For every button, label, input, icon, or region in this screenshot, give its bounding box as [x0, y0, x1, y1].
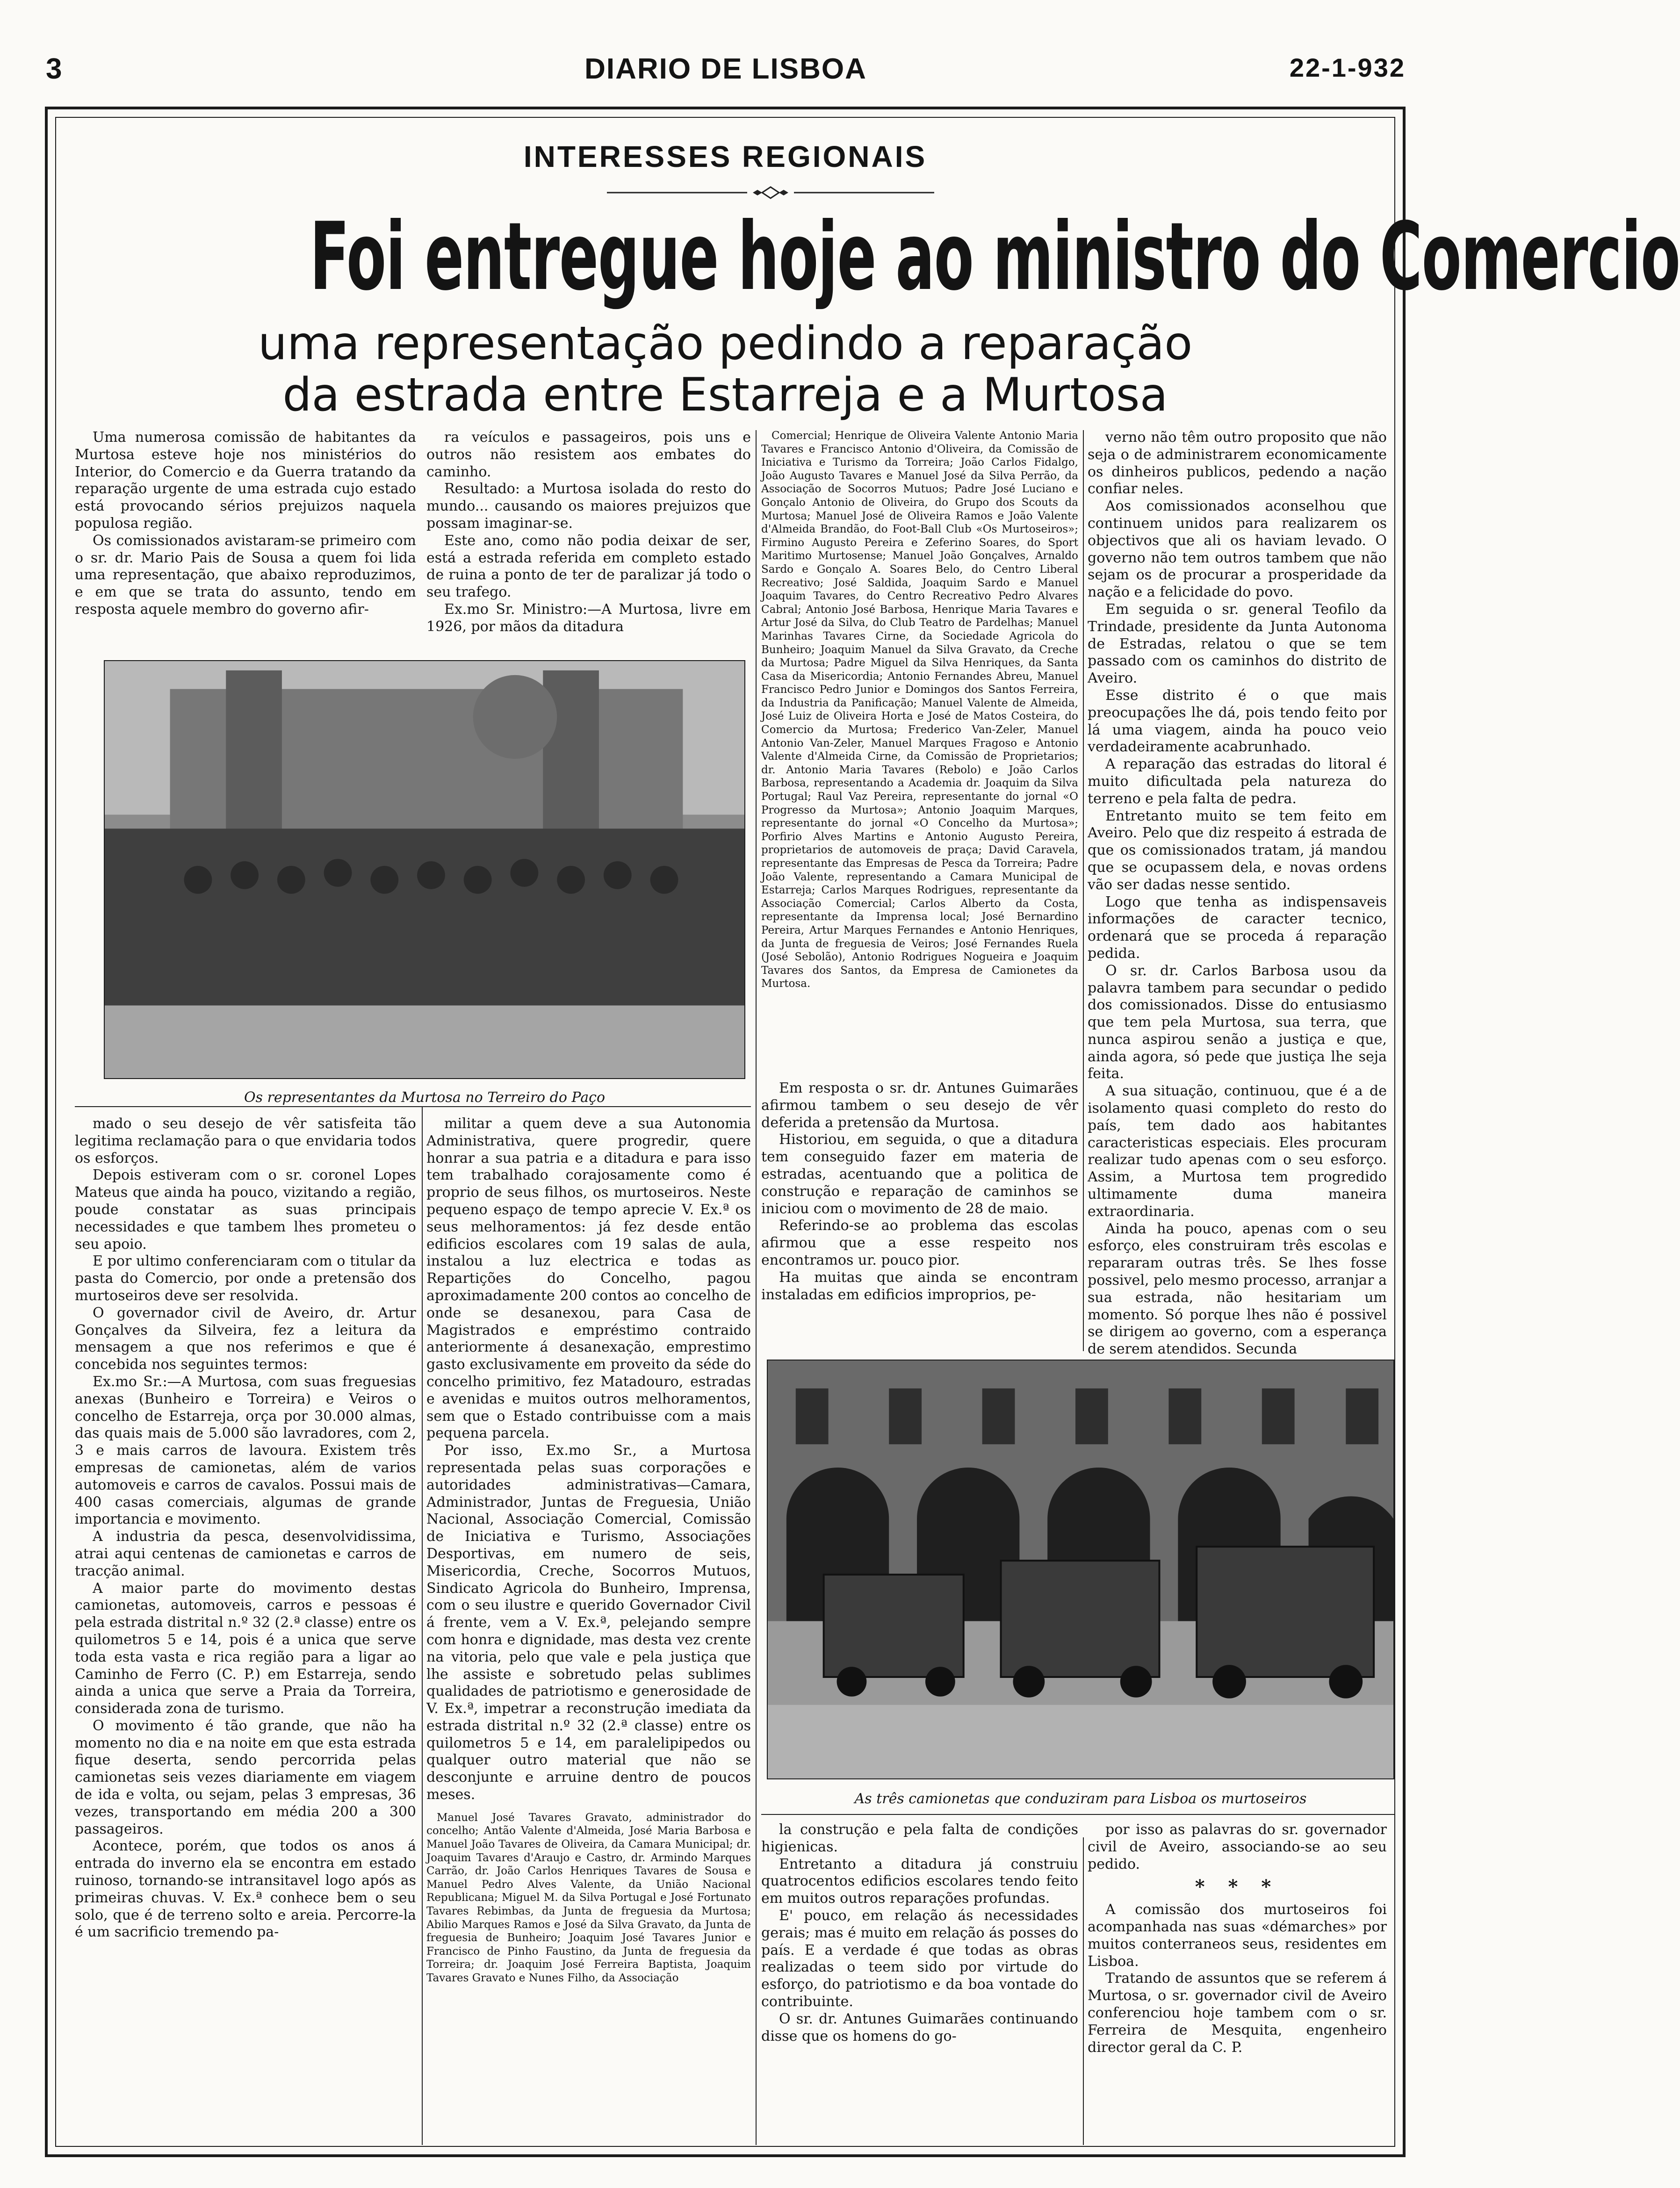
- paragraph: Ainda ha pouco, apenas com o seu esforço, eles construiram três escolas e repararam outras três. Se lhes fosse possivel, pelo mesmo processo, arranjar a sua estrada, não hesitariam um momento. Só porque lhes não é possivel se dirigem ao governo, com a esperança de serem atendidos. Secunda: [1088, 1220, 1387, 1358]
- paragraph: Aos comissionados aconselhou que continuem unidos para realizarem os objectivos que ali os haviam levado. O governo não tem outros tambem que não sejam os de procurar a prosperidade da nação e a felicidade do povo.: [1088, 498, 1387, 601]
- headline: Foi entregue hoje ao ministro do Comercio: [310, 202, 1680, 311]
- paragraph: ra veículos e passageiros, pois uns e outros não resistem aos embates do caminho.: [426, 429, 751, 480]
- paragraph: Em seguida o sr. general Teofilo da Trindade, presidente da Junta Autonoma de Estradas, relatou o que se tem passado com os caminhos do distrito de Aveiro.: [1088, 601, 1387, 687]
- paragraph: A industria da pesca, desenvolvidissima, atrai aqui centenas de camionetas e carros de tracção animal.: [75, 1528, 416, 1579]
- paragraph: O sr. dr. Antunes Guimarães continuando disse que os homens do go-: [761, 2010, 1078, 2044]
- column-rule-1a: [422, 1107, 423, 2145]
- paragraph: la construção e pela falta de condições higienicas.: [761, 1821, 1078, 1855]
- paragraph: militar a quem deve a sua Autonomia Administrativa, quere progredir, quere honrar a sua patria e a ditadura e para isso tem trabalhado corajosamente como é proprio de seus filhos, os murtoseiros. Neste pequeno espaço de tempo aprecie V. Ex.ª os seus melhoramentos: já fez desde então edificios escolares com 19 salas de aula, instalou a luz electrica e todas as Repartições do Concelho, pagou aproximadamente 200 contos ao concelho de onde se desanexou, para Casa de Magistrados e empréstimo contraido anteriormente á desanexação, emprestimo gasto exclusivamente em proveito da séde do concelho primitivo, fez Matadouro, estradas e avenidas e muitos outros melhoramentos, sem que o Estado contribuisse com a mais pequena parcela.: [426, 1116, 751, 1442]
- paragraph: Esse distrito é o que mais preocupações lhe dá, pois tendo feito por lá uma viagem, ainda ha pouco veio verdadeiramente acabrunhado.: [1088, 687, 1387, 756]
- paragraph: Logo que tenha as indispensaveis informações de caracter tecnico, ordenará que se proceda á reparação pedida.: [1088, 893, 1387, 962]
- paragraph: Em resposta o sr. dr. Antunes Guimarães afirmou tambem o seu desejo de vêr deferida a pretensão da Murtosa.: [761, 1080, 1078, 1131]
- paragraph: verno não têm outro proposito que não seja o de administrarem economicamente os dinheiros publicos, pedendo a nação confiar neles.: [1088, 429, 1387, 497]
- paragraph: Resultado: a Murtosa isolada do resto do mundo... causando os maiores prejuizos que possam imaginar-se.: [426, 481, 751, 532]
- paragraph: A reparação das estradas do litoral é muito dificultada pela natureza do terreno e pela falta de pedra.: [1088, 756, 1387, 807]
- section-title: INTERESSES REGIONAIS: [523, 140, 927, 173]
- page-header: [46, 52, 1406, 90]
- paragraph: Entretanto muito se tem feito em Aveiro. Pelo que diz respeito á estrada de que os comissionados tratam, já mandou que se ocupassem dela, e novas ordens vão ser dadas nesse sentido.: [1088, 807, 1387, 893]
- column-1-top: [75, 429, 416, 630]
- paragraph: por isso as palavras do sr. governador civil de Aveiro, associando-se ao seu pedido.: [1088, 1821, 1387, 1872]
- paragraph: O movimento é tão grande, que não ha momento no dia e na noite em que esta estrada fique deserta, sendo percorrida pelas camionetas seis vezes diariamente em viagem de ida e volta, ou sejam, pelas 3 empresas, 36 vezes, transportando em média 200 a 300 passageiros.: [75, 1717, 416, 1837]
- column-rule-3: [1083, 430, 1084, 1351]
- paragraph: A maior parte do movimento destas camionetas, automoveis, carros e pessoas é pela estrada distrital n.º 32 (2.ª classe) entre os quilometros 5 e 14, pois é a unica que serve toda esta vasta e rica região para a ligar ao Caminho de Ferro (C. P.) em Estarreja, sendo ainda a unica que serve a Praia da Torreira, considerada zona de turismo.: [75, 1580, 416, 1717]
- column-rule-2: [756, 430, 757, 2145]
- paragraph: O sr. dr. Carlos Barbosa usou da palavra tambem para secundar o pedido dos comissionados. Disse do entusiasmo que tem pela Murtosa, sua terra, que nunca aspirou senão a justiça e que, ainda agora, só pede que justiça lhe seja feita.: [1088, 962, 1387, 1082]
- column-1-bottom: [75, 1116, 416, 2139]
- paragraph: Tratando de assuntos que se referem á Murtosa, o sr. governador civil de Aveiro conferenciou hoje tambem com o sr. Ferreira de Mesquita, engenheiro director geral da C. P.: [1088, 1970, 1387, 2056]
- paragraph: Ex.mo Sr.:—A Murtosa, com suas freguesias anexas (Bunheiro e Torreira) e Veiros o concelho de Estarreja, orça por 30.000 almas, das quais mais de 5.000 são lavradores, com 2, 3 e mais carros de lavoura. Existem três empresas de camionetas, além de varios automoveis e carros de cavalos. Possui mais de 400 casas comerciais, algumas de grande importancia e movimento.: [75, 1373, 416, 1528]
- ornament-divider-icon: [607, 186, 934, 200]
- paragraph: Referindo-se ao problema das escolas afirmou que a esse respeito nos encontramos ur. pouco pior.: [761, 1217, 1078, 1268]
- photo-1-bottom-rule: [75, 1106, 751, 1107]
- names-list: Comercial; Henrique de Oliveira Valente Antonio Maria Tavares e Francisco Antonio d'Oliveira, da Comissão de Iniciativa e Turismo da Torreira; João Carlos Fidalgo, João Augusto Tavares e Manuel José da Silva Perrão, da Associação de Socorros Mutuos; Padre José Luciano e Gonçalo Antonio de Oliveira, do Grupo dos Scouts da Murtosa; Manuel José de Oliveira Ramos e João Valente d'Almeida Brandão, do Foot-Ball Club «Os Murtoseiros»; Firmino Augusto Pereira e Zeferino Soares, do Sport Maritimo Murtosense; Manuel João Gonçalves, Arnaldo Sardo e Gonçalo A. Soares Belo, do Centro Liberal Recreativo; José Saldida, Joaquim Sardo e Manuel Joaquim Tavares, do Centro Recreativo Pedro Alvares Cabral; Antonio José Barbosa, Henrique Maria Tavares e Artur José da Silva, do Club Teatro de Pardelhas; Manuel Marinhas Tavares Cirne, da Sociedade Agricola do Bunheiro; Joaquim Manuel da Silva Gravato, da Creche da Murtosa; Padre Miguel da Silva Henriques, da Santa Casa da Misericordia; Antonio Fernandes Abreu, Manuel Francisco Pedro Junior e Domingos dos Santos Ferreira, da Industria da Panificação; Manuel Valente de Almeida, José Luiz de Oliveira Horta e José de Matos Costeira, do Comercio da Murtosa; Frederico Van-Zeler, Manuel Antonio Van-Zeler, Manuel Marques Fragoso e Antonio Valente d'Almeida Cirne, da Comissão de Proprietarios; dr. Antonio Maria Tavares (Rebolo) e João Carlos Barbosa, representando a Academia dr. Joaquim da Silva Portugal; Raul Vaz Pereira, representante do jornal «O Progresso da Murtosa»; Antonio Joaquim Marques, representante do jornal «O Concelho da Murtosa»; Porfirio Alves Martins e Antonio Augusto Pereira, proprietarios de automoveis de praça; David Caravela, representante das Empresas de Pesca da Torreira; Padre João Valente, representando a Camara Municipal de Estarreja; Carlos Marques Rodrigues, representante da Associação Comercial; Carlos Alberto da Costa, representante da Imprensa local; José Bernardino Pereira, Artur Marques Fernandes e Antonio Henriques, da Junta de freguesia de Veiros; José Fernandes Ruela (José Sebolão), Antonio Rodrigues Nogueira e Joaquim Tavares dos Santos, da Empresa de Camionetes da Murtosa.: [761, 430, 1078, 990]
- paragraph: Historiou, em seguida, o que a ditadura tem conseguido fazer em materia de estradas, acentuando que a politica de construção e reparação de caminhos se iniciou com o movimento de 28 de maio.: [761, 1131, 1078, 1217]
- signatures-list: Manuel José Tavares Gravato, administrador do concelho; Antão Valente d'Almeida, José Maria Barbosa e Manuel João Tavares de Oliveira, da Camara Municipal; dr. Joaquim Tavares d'Araujo e Castro, dr. Armindo Marques Carrão, dr. João Carlos Henriques Tavares de Sousa e Manuel Pedro Alves Valente, da União Nacional Republicana; Miguel M. da Silva Portugal e José Fortunato Tavares Rebimbas, da Junta de freguesia da Murtosa; Abilio Marques Ramos e José da Silva Gravato, da Junta de freguesia de Bunheiro; Joaquim José Tavares Junior e Francisco de Pinho Faustino, da Junta de freguesia da Torreira; dr. Joaquim José Ferreira Baptista, Joaquim Tavares Gravato e Nunes Filho, da Associação: [426, 1811, 751, 1984]
- issue-date: 22-1-932: [1289, 53, 1406, 82]
- column-2-bottom: [426, 1116, 751, 2139]
- page-number: 3: [46, 53, 62, 85]
- paragraph: Uma numerosa comissão de habitantes da Murtosa esteve hoje nos ministérios do Interior, do Comercio e da Guerra tratando da reparação urgente de uma estrada cujo estado está provocando sérios prejuizos naquela populosa região.: [75, 429, 416, 532]
- paragraph: O governador civil de Aveiro, dr. Artur Gonçalves da Silveira, fez a leitura da mensagem a que nos referimos e que é concebida nos seguintes termos:: [75, 1304, 416, 1373]
- paragraph: mado o seu desejo de vêr satisfeita tão legitima reclamação para o que envidaria todos os esforços.: [75, 1116, 416, 1166]
- subheadline-line-1: uma representação pedindo a reparação: [258, 317, 1193, 370]
- paragraph: Este ano, como não podia deixar de ser, está a estrada referida em completo estado de ruina a ponto de ter de paralizar já todo o seu trafego.: [426, 532, 751, 601]
- photo-representatives-terreiro-do-paco: [104, 660, 745, 1079]
- paragraph: Por isso, Ex.mo Sr., a Murtosa representada pelas suas corporações e autoridades administrativas—Camara, Administrador, Juntas de Freguesia, União Nacional, Associação Comercial, Comissão de Iniciativa e Turismo, Associações Desportivas, em numero de seis, Misericordia, Creche, Socorros Mutuos, Sindicato Agricola do Bunheiro, Imprensa, com o seu ilustre e querido Governador Civil á frente, vem a V. Ex.ª, pelejando sempre com honra e dignidade, mas desta vez crente na vitoria, pelo que vale e pela justiça que lhe assiste e sobretudo pelas sublimes qualidades de patriotismo e generosidade de V. Ex.ª, impetrar a reconstrução imediata da estrada distrital n.º 32 (2.ª classe) entre os quilometros 5 e 14, em paralelipipedos ou qualquer outro material que não se desconjunte e arruine dentro de poucos meses.: [426, 1442, 751, 1803]
- paragraph: Ha muitas que ainda se encontram instaladas em edificios improprios, pe-: [761, 1269, 1078, 1303]
- column-3-middle: [761, 1080, 1078, 1342]
- paragraph: A comissão dos murtoseiros foi acompanhada nas suas «démarches» por muitos conterraneos seus, residentes em Lisboa.: [1088, 1901, 1387, 1970]
- column-4-bottom: [1088, 1821, 1387, 2139]
- subheadline-line-2: da estrada entre Estarreja e a Murtosa: [282, 368, 1168, 422]
- paragraph: E por ultimo conferenciaram com o titular da pasta do Comercio, por onde a pretensão dos murtoseiros deve ser resolvida.: [75, 1253, 416, 1304]
- photo-2-bottom-rule: [761, 1814, 1395, 1815]
- photo-2-caption: As três camionetas que conduziram para Lisboa os murtoseiros: [854, 1791, 1307, 1807]
- paragraph: Ex.mo Sr. Ministro:—A Murtosa, livre em 1926, por mãos da ditadura: [426, 601, 751, 635]
- column-rule-3b: [1083, 1837, 1084, 2145]
- paragraph: Os comissionados avistaram-se primeiro com o sr. dr. Mario Pais de Sousa a quem foi lida uma representação, que abaixo reproduzimos, e em que se trata do assunto, tendo em resposta aquele membro do governo afir-: [75, 532, 416, 618]
- paragraph: A sua situação, continuou, que é a de isolamento quasi completo do resto do país, tem dado aos habitantes caracteristicas especiais. Eles procuram realizar tudo apenas com o seu esforço. Assim, a Murtosa tem progredido ultimamente duma maneira extraordinaria.: [1088, 1083, 1387, 1220]
- paragraph: E' pouco, em relação ás necessidades gerais; mas é muito em relação ás posses do país. E a verdade é que todas as obras realizadas o teem sido por virtude do esforço, do patriotismo e da boa vontade do contribuinte.: [761, 1907, 1078, 2010]
- photo-1-caption: Os representantes da Murtosa no Terreiro do Paço: [244, 1089, 606, 1106]
- section-break-stars: * * *: [1195, 1876, 1280, 1898]
- column-3-bottom: [761, 1821, 1078, 2139]
- column-3-names: [761, 429, 1078, 1070]
- column-4-top: [1088, 429, 1387, 1358]
- paragraph: Acontece, porém, que todos os anos á entrada do inverno ela se encontra em estado ruinoso, tornando-se intransitavel logo após as primeiras chuvas. V. Ex.ª conhece bem o seu solo, que é de terreno solto e areia. Percorre-la é um sacrificio tremendo pa-: [75, 1838, 416, 1941]
- column-2-top: [426, 429, 751, 635]
- photo-three-buses: [767, 1360, 1394, 1779]
- newspaper-name: DIARIO DE LISBOA: [584, 53, 867, 85]
- paragraph: Depois estiveram com o sr. coronel Lopes Mateus que ainda ha pouco, vizitando a região, poude constatar as suas principais necessidades e que tambem lhes prometeu o seu apoio.: [75, 1167, 416, 1252]
- paragraph: Entretanto a ditadura já construiu quatrocentos edificios escolares tendo feito em muitos outros reparações profundas.: [761, 1856, 1078, 1907]
